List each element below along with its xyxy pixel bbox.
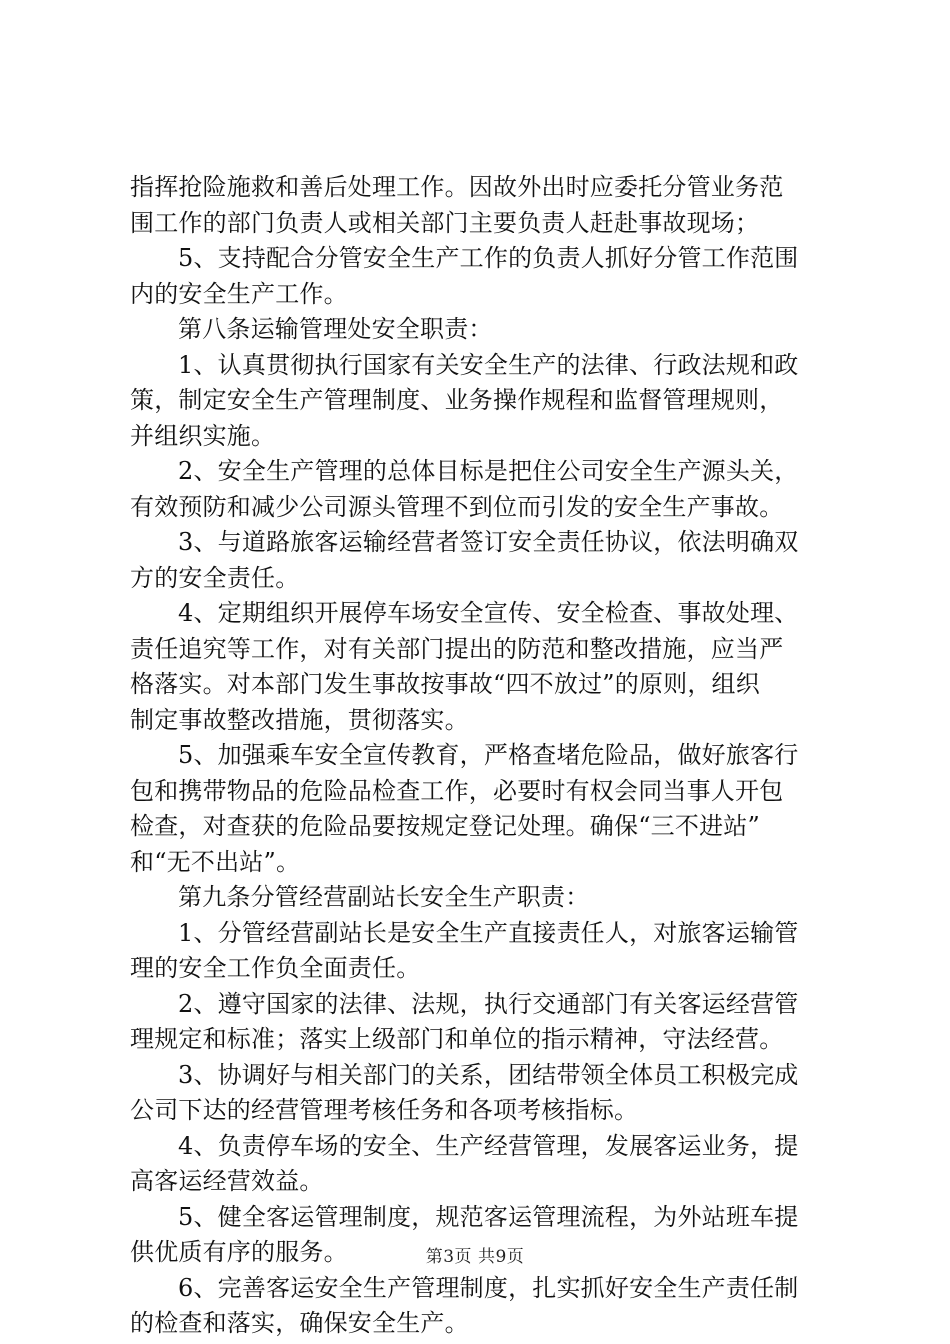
text-line: 2、遵守国家的法律、法规，执行交通部门有关客运经营管 <box>178 989 799 1018</box>
text-line: 4、负责停车场的安全、生产经营管理，发展客运业务，提 <box>178 1131 799 1160</box>
paragraph <box>130 1058 830 1129</box>
text-line: 5、加强乘车安全宣传教育，严格查堵危险品，做好旅客行 <box>178 741 799 769</box>
page-footer <box>0 1242 950 1267</box>
text-line: 第九条分管经营副站长安全生产职责： <box>178 883 590 911</box>
text-line: 理的安全工作负全面责任。 <box>130 954 421 982</box>
paragraph <box>130 525 830 596</box>
text-line: 高客运经营效益。 <box>130 1167 324 1195</box>
text-line: 理规定和标准；落实上级部门和单位的指示精神，守法经营。 <box>130 1025 784 1053</box>
text-line: 4、定期组织开展停车场安全宣传、安全检查、事故处理、 <box>178 599 799 627</box>
paragraph <box>130 170 830 241</box>
text-line: 第八条运输管理处安全职责： <box>178 315 493 343</box>
text-line: 格落实。对本部门发生事故按事故“四不放过”的原则，组织 <box>130 670 760 698</box>
text-line: 的检查和落实，确保安全生产。 <box>130 1309 469 1337</box>
paragraph <box>130 241 830 312</box>
text-line: 方的安全责任。 <box>130 563 300 592</box>
text-line: 6、完善客运安全生产管理制度，扎实抓好安全生产责任制 <box>178 1273 799 1302</box>
text-line: 2、安全生产管理的总体目标是把住公司安全生产源头关， <box>178 457 799 485</box>
text-line: 策，制定安全生产管理制度、业务操作规程和监督管理规则， <box>130 386 784 414</box>
text-line: 和“无不出站”。 <box>130 847 301 876</box>
text-line: 制定事故整改措施，贯彻落实。 <box>130 705 469 734</box>
text-line: 1、认真贯彻执行国家有关安全生产的法律、行政法规和政 <box>178 350 799 379</box>
text-line: 3、协调好与相关部门的关系，团结带领全体员工积极完成 <box>178 1060 799 1089</box>
text-line: 5、支持配合分管安全生产工作的负责人抓好分管工作范围 <box>178 244 799 272</box>
text-line: 并组织实施。 <box>130 421 276 450</box>
text-line: 围工作的部门负责人或相关部门主要负责人赶赴事故现场； <box>130 208 760 237</box>
page-number-label: 第3页 共9页 <box>425 1247 525 1267</box>
section-heading <box>130 312 830 348</box>
paragraph <box>130 916 830 987</box>
section-heading <box>130 880 830 916</box>
text-line: 包和携带物品的危险品检查工作，必要时有权会同当事人开包 <box>130 776 784 805</box>
paragraph <box>130 596 830 738</box>
text-line: 有效预防和减少公司源头管理不到位而引发的安全生产事故。 <box>130 492 784 521</box>
paragraph <box>130 738 830 880</box>
paragraph <box>130 454 830 525</box>
paragraph <box>130 987 830 1058</box>
text-line: 供优质有序的服务。 <box>130 1238 348 1266</box>
paragraph <box>130 1271 830 1342</box>
text-line: 责任追究等工作，对有关部门提出的防范和整改措施，应当严 <box>130 634 784 663</box>
text-line: 检查，对查获的危险品要按规定登记处理。确保“三不进站” <box>130 812 760 840</box>
text-line: 指挥抢险施救和善后处理工作。因故外出时应委托分管业务范 <box>130 173 784 201</box>
text-line: 公司下达的经营管理考核任务和各项考核指标。 <box>130 1096 639 1124</box>
paragraph <box>130 1129 830 1200</box>
text-line: 5、健全客运管理制度，规范客运管理流程，为外站班车提 <box>178 1202 799 1231</box>
text-line: 内的安全生产工作。 <box>130 279 348 308</box>
paragraph <box>130 348 830 455</box>
text-line: 3、与道路旅客运输经营者签订安全责任协议，依法明确双 <box>178 528 799 556</box>
document-body <box>130 170 830 1342</box>
text-line: 1、分管经营副站长是安全生产直接责任人，对旅客运输管 <box>178 918 799 947</box>
